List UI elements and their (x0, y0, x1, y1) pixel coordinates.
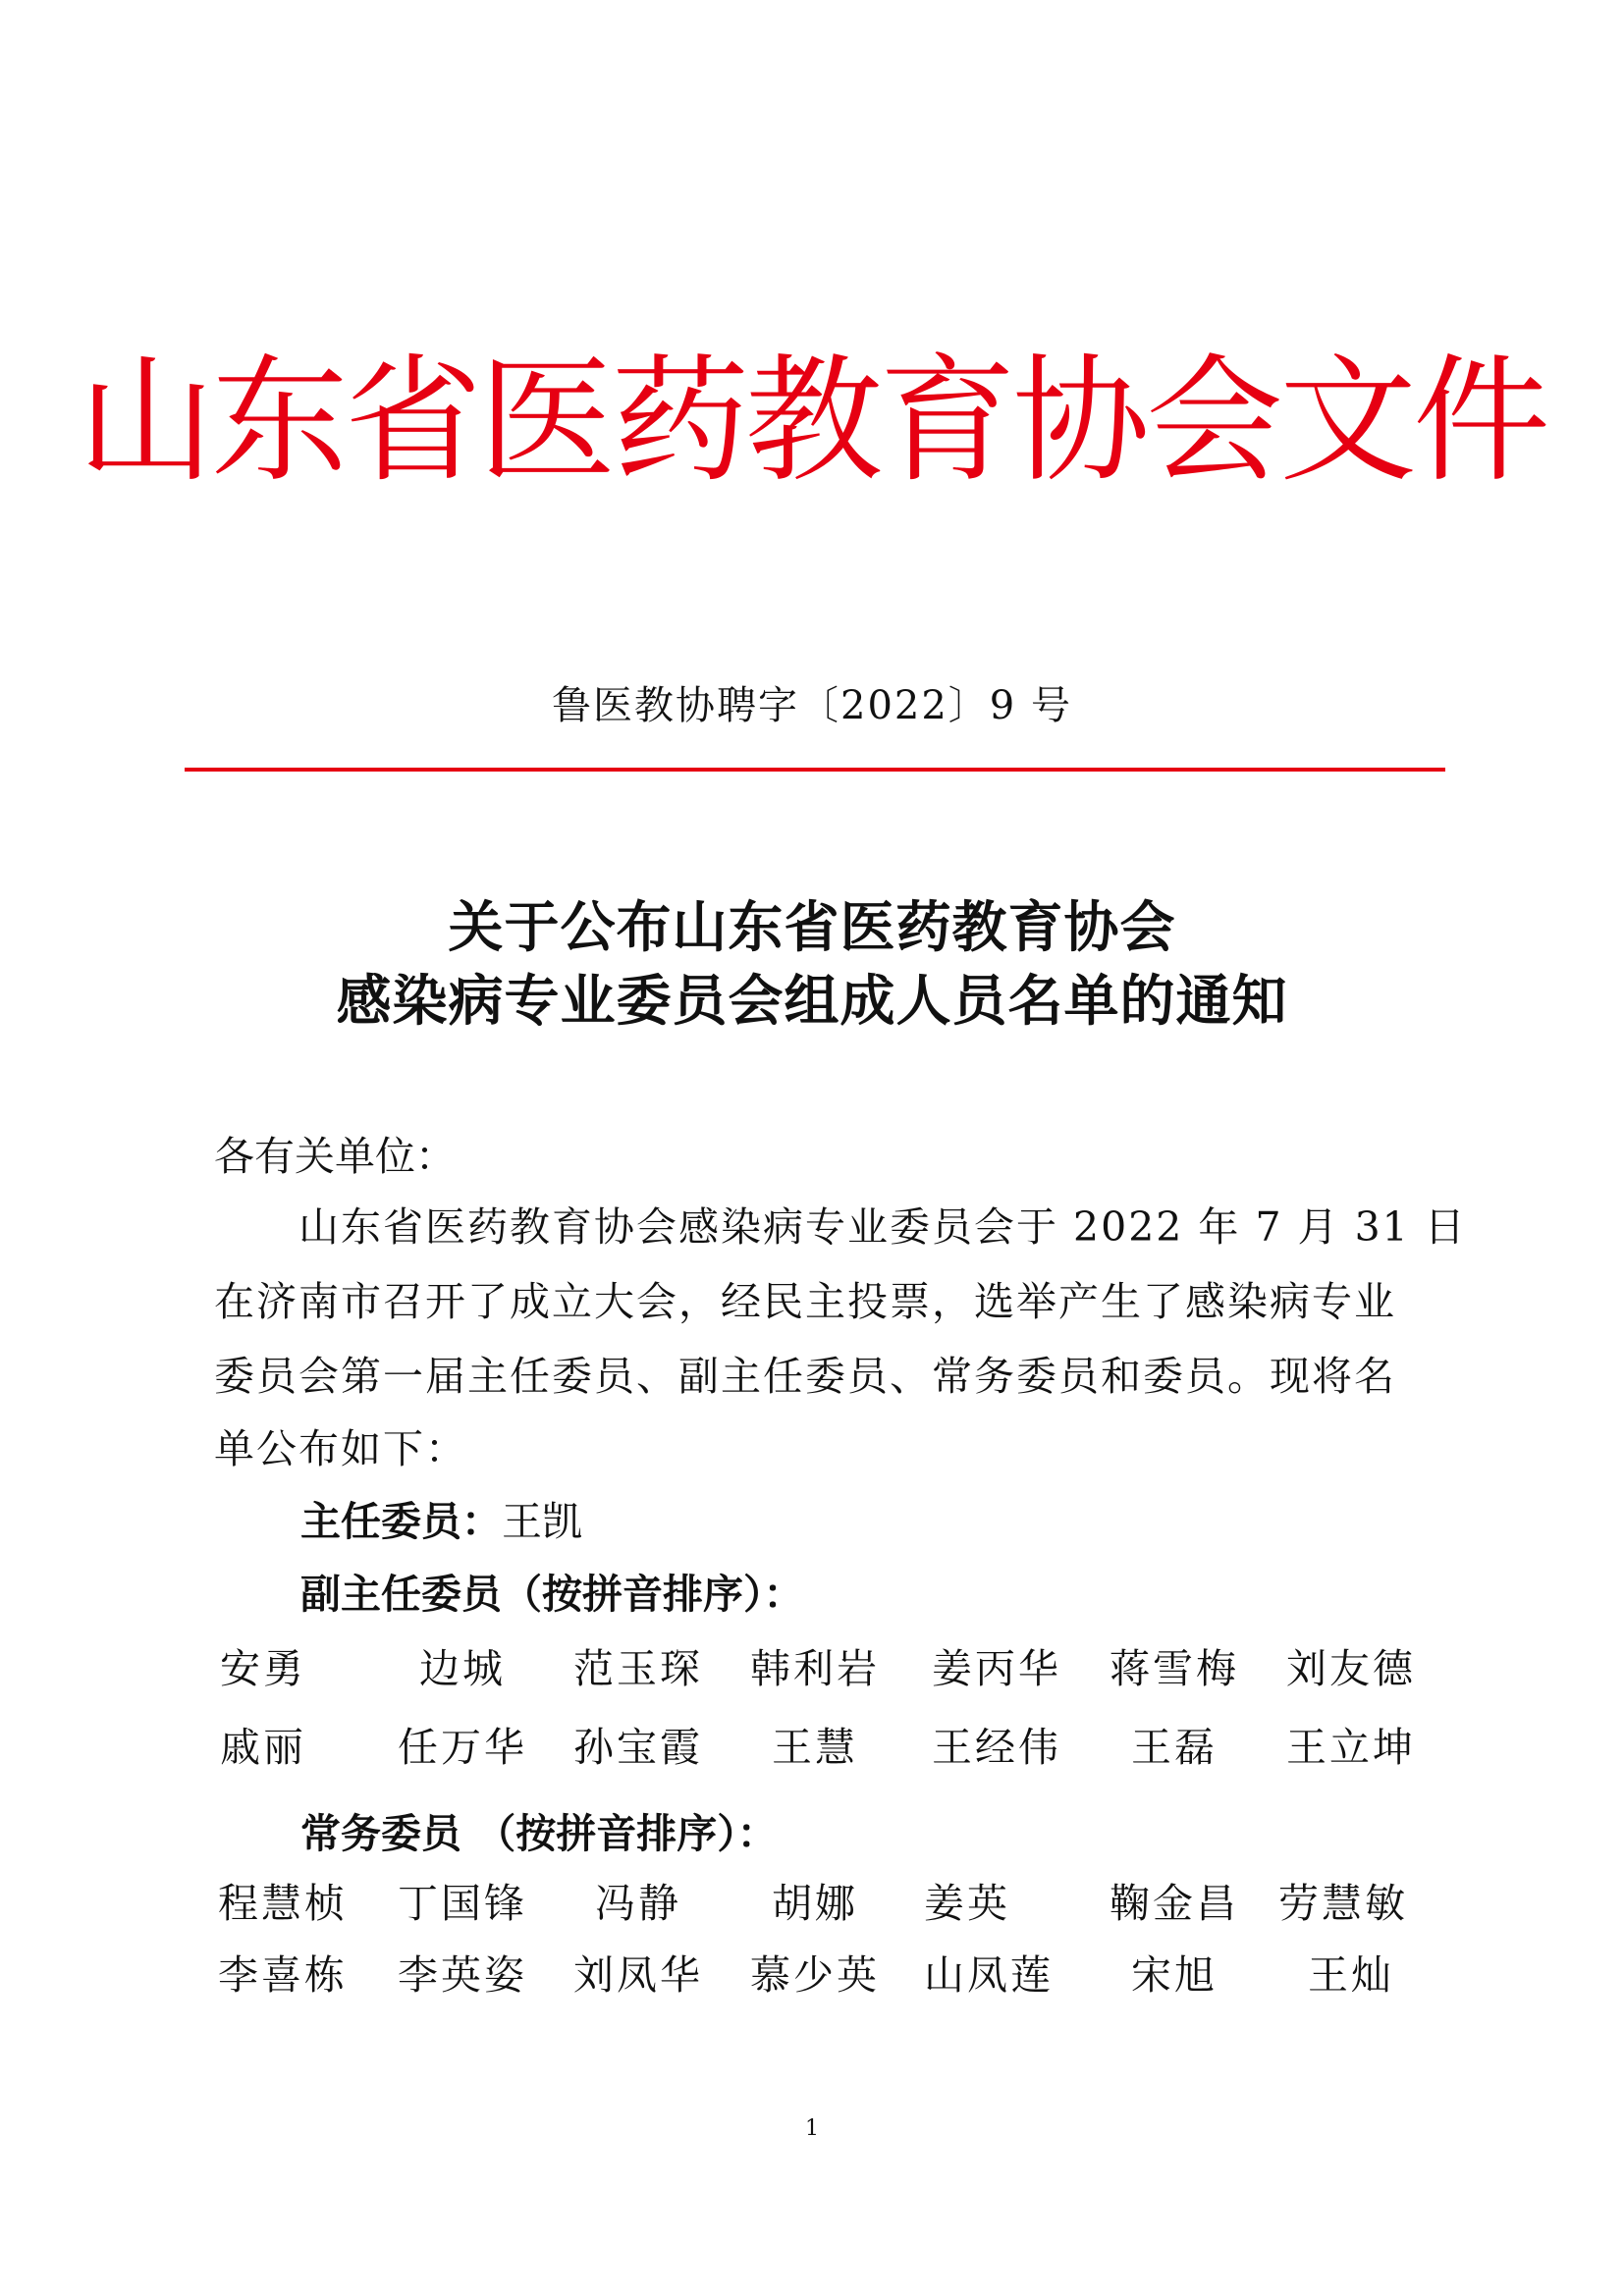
vice-chair-name: 安勇 (220, 1645, 306, 1692)
chair-line (300, 1494, 582, 1549)
masthead-title: 山东省医药教育协会文件 (77, 342, 1546, 502)
standing-member-name: 宋旭 (1131, 1951, 1218, 1999)
chair-label: 主任委员： (300, 1498, 502, 1545)
standing-member-name: 王灿 (1308, 1951, 1394, 1999)
vice-chair-name: 任万华 (398, 1724, 527, 1771)
body-paragraph-line: 山东省医药教育协会感染病专业委员会于 2022 年 7 月 31 日 (298, 1203, 1467, 1251)
standing-member-name: 程慧桢 (218, 1880, 348, 1927)
document-number: 鲁医教协聘字〔2022〕9 号 (552, 683, 1072, 728)
standing-member-name: 刘凤华 (573, 1951, 703, 1999)
vice-chair-name: 蒋雪梅 (1110, 1645, 1239, 1692)
body-paragraph-line: 在济南市召开了成立大会，经民主投票，选举产生了感染病专业 (214, 1278, 1396, 1325)
standing-member-name: 山凤莲 (924, 1951, 1054, 1999)
standing-member-name: 慕少英 (750, 1951, 880, 1999)
standing-member-name: 劳慧敏 (1278, 1880, 1408, 1927)
vice-chair-name: 姜丙华 (932, 1645, 1061, 1692)
standing-member-name: 冯静 (595, 1880, 681, 1927)
body-paragraph-line: 委员会第一届主任委员、副主任委员、常务委员和委员。现将名 (214, 1353, 1396, 1400)
standing-member-name: 胡娜 (772, 1880, 858, 1927)
vice-chairs-heading (300, 1567, 804, 1622)
notice-title-line-1: 关于公布山东省医药教育协会 (448, 895, 1176, 960)
standing-member-name: 李英姿 (398, 1951, 527, 1999)
vice-chair-name: 王立坤 (1286, 1724, 1416, 1771)
vice-chair-name: 孙宝霞 (573, 1724, 703, 1771)
vice-chair-name: 王慧 (772, 1724, 858, 1771)
notice-title-line-2: 感染病专业委员会组成人员名单的通知 (336, 969, 1288, 1034)
vice-chair-name: 王经伟 (932, 1724, 1061, 1771)
vice-chairs-label: 副主任委员（按拼音排序）： (300, 1571, 804, 1618)
salutation: 各有关单位： (214, 1133, 456, 1180)
standing-member-name: 鞠金昌 (1110, 1880, 1239, 1927)
page-number: 1 (805, 2116, 819, 2141)
red-divider-line (185, 768, 1445, 772)
standing-members-label: 常务委员 （按拼音排序）： (300, 1810, 778, 1857)
standing-member-name: 李喜栋 (218, 1951, 348, 1999)
standing-member-name: 丁国锋 (398, 1880, 527, 1927)
body-paragraph-line: 单公布如下： (214, 1425, 467, 1472)
chair-name: 王凯 (502, 1498, 582, 1545)
vice-chair-name: 王磊 (1131, 1724, 1218, 1771)
standing-members-heading (300, 1806, 778, 1861)
vice-chair-name: 范玉琛 (573, 1645, 703, 1692)
vice-chair-name: 刘友德 (1286, 1645, 1416, 1692)
vice-chair-name: 戚丽 (220, 1724, 306, 1771)
vice-chair-name: 韩利岩 (750, 1645, 880, 1692)
vice-chair-name: 边城 (419, 1645, 506, 1692)
standing-member-name: 姜英 (924, 1880, 1010, 1927)
